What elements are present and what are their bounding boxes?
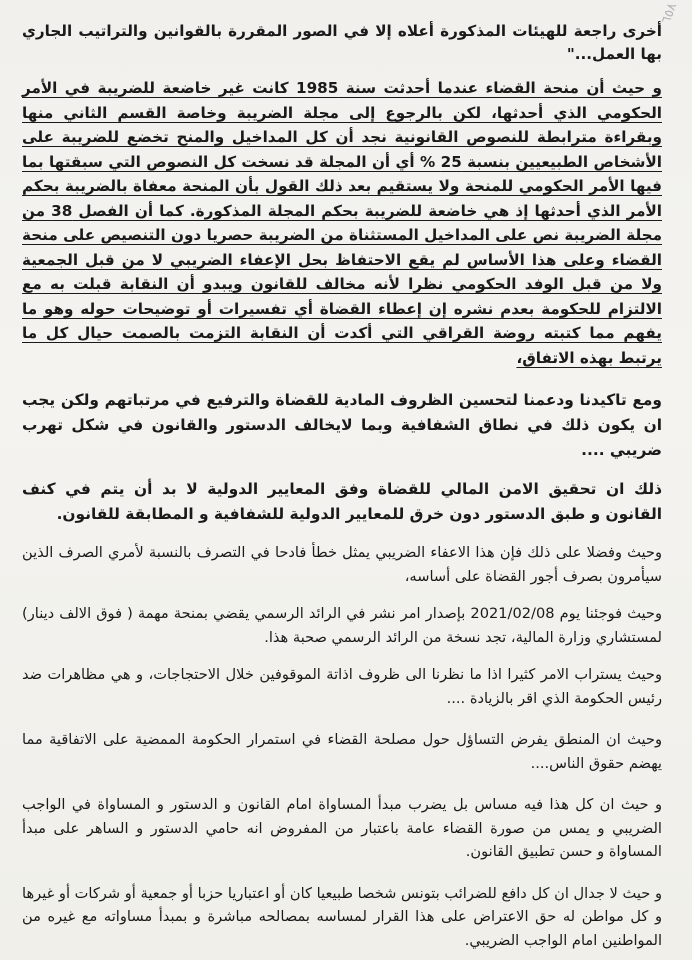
paragraph-management-error: وحيث وفضلا على ذلك فإن هذا الاعفاء الضريبي يمثل خطأ فادحا في التصرف بالنسبة لأمري الصرف الذين سيأمرون بصرف أجور القضاة على أساسه،: [22, 544, 662, 585]
paragraph-financial-security: ذلك ان تحقيق الامن المالي للقضاة وفق المعايير الدولية لا بد أن يتم في كنف القانون و طبق الدستور دون خرق للمعايير الدولية للشفافية و المطابقة للقانون.: [22, 480, 662, 523]
paragraph-tax-exemption-analysis: و حيث أن منحة القضاء عندما أحدثت سنة 1985 كانت غير خاضعة للضريبة في الأمر الحكومي الذي أحدثها، لكن بالرجوع إلى مجلة الضريبة وخاصة القسم الثاني منها وبقراءة مترابطة للنصوص القانونية نجد أن كل المداخيل والمنح تخضع للضريبة على الأشخاص الطبيعيين بنسبة 25 % أي أن المجلة قد نسخت كل النصوص التي سبقتها بما فيها الأمر الحكومي للمنحة ولا يستقيم بعد ذلك القول بأن المنحة معفاة بالضريبة بحكم الأمر الذي أحدثها إذ هي خاضعة للضريبة بحكم المجلة المذكورة. كما أن الفصل 38 من مجلة الضريبة نص على المداخيل المستثناة من الضريبة حصريا دون التنصيص على منحة القضاء وعلى هذا الأساس لم يقع الاحتفاظ بحل الإعفاء الضريبي لا من قبل الجمعية ولا من قبل الوفد الحكومي نظرا لأنه مخالف للقانون ويبدو أن النقابة قبلت به مع الالتزام للحكومة بعدم نشره إن إعطاء القضاة أي تفسيرات أو توضيحات حوله وهو ما يفهم مما كتبته روضة القراقي التي أكدت أن النقابة التزمت بالصمت حيال كل ما يرتبط بهذه الاتفاق،: [22, 79, 662, 367]
paragraph-quote-ending: أخرى راجعة للهيئات المذكورة أعلاه إلا في الصور المقررة بالقوانين والتراتيب الجاري بها العمل...": [22, 22, 662, 63]
paragraph-equality-principle: و حيث ان كل هذا فيه مساس بل يضرب مبدأ المساواة امام القانون و الدستور و المساواة في الواجب الضريبي و يمس من صورة القضاء عامة باعتبار من المفروض انه حامي الدستور و الساهر على مبدأ المساواة و حسن تطبيق القانون.: [22, 796, 662, 860]
document-body: [22, 20, 662, 952]
paragraph-protests: وحيث يستراب الامر كثيرا اذا ما نظرنا الى ظروف اذاتة الموقوفين خلال الاحتجاجات، و هي مظاهرات ضد رئيس الحكومة الذي اقر بالزيادة ....: [22, 666, 662, 707]
paragraph-support-statement: ومع تاكيدنا ودعمنا لتحسين الظروف المادية للقضاة والترفيع في مرتباتهم ولكن يجب ان يكون ذلك في نطاق الشفافية وبما لايخالف الدستور والقانون في شكل تهرب ضريبي ....: [22, 391, 662, 459]
paragraph-judiciary-interest: وحيث ان المنطق يفرض التساؤل حول مصلحة القضاء في استمرار الحكومة الممضية على الاتفاقية مما يهضم حقوق الناس....: [22, 731, 662, 772]
paragraph-official-gazette: وحيث فوجئنا يوم 2021/02/08 بإصدار امر نشر في الرائد الرسمي يقضي بمنحة مهمة ( فوق الالف دينار) لمستشاري وزارة المالية، تجد نسخة من الرائد الرسمي صحبة هذا.: [22, 605, 662, 646]
handwritten-page-mark: ٦٥٨: [658, 1, 681, 26]
paragraph-right-to-object: و حيث لا جدال ان كل دافع للضرائب بتونس شخصا طبيعيا كان أو اعتباريا حزبا أو جمعية أو شركات أو غيرها و كل مواطن له حق الاعتراض على هذا القرار لمساسه بمصالحه مباشرة و بمبدأ مساواته مع غيره من المواطنين امام الواجب الضريبي.: [22, 884, 662, 949]
